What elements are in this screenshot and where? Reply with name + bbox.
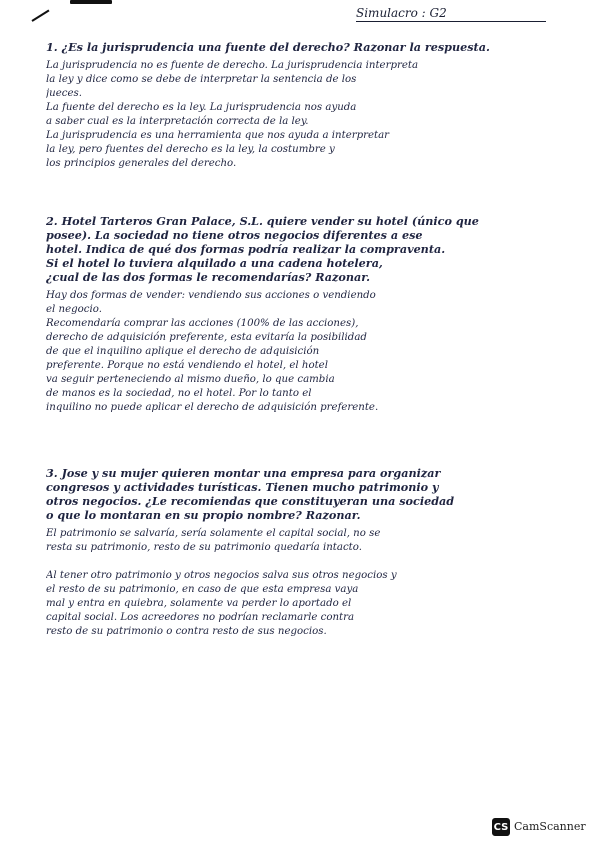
answer-text	[46, 59, 566, 171]
prompt-line: Si el hotel lo tuviera alquilado a una cadena hotelera,	[46, 256, 383, 270]
answer-line: la ley, pero fuentes del derecho es la ley, la costumbre y	[46, 144, 335, 155]
camscanner-brand: CamScanner	[514, 820, 586, 833]
question-prompt	[46, 466, 566, 522]
question-prompt	[46, 214, 566, 284]
answer-line: Al tener otro patrimonio y otros negocios salva sus otros negocios y	[46, 570, 397, 581]
answer-line: derecho de adquisición preferente, esta evitaría la posibilidad	[46, 332, 367, 343]
answer-line	[46, 555, 566, 569]
answer-line: preferente. Porque no está vendiendo el hotel, el hotel	[46, 360, 328, 371]
prompt-line: posee). La sociedad no tiene otros negocios diferentes a ese	[46, 228, 423, 242]
answer-line: Hay dos formas de vender: vendiendo sus acciones o vendiendo	[46, 290, 376, 301]
prompt-line: ¿cual de las dos formas le recomendarías? Razonar.	[46, 270, 370, 284]
question-1	[46, 40, 566, 171]
answer-line: la ley y dice como se debe de interpretar la sentencia de los	[46, 74, 357, 85]
answer-line: El patrimonio se salvaría, sería solamente el capital social, no se	[46, 528, 381, 539]
answer-line: a saber cual es la interpretación correcta de la ley.	[46, 116, 309, 127]
question-prompt	[46, 40, 566, 54]
question-2	[46, 214, 566, 415]
answer-line: el negocio.	[46, 304, 102, 315]
answer-line: resta su patrimonio, resto de su patrimonio quedaría intacto.	[46, 542, 362, 553]
title-underline	[356, 21, 546, 22]
answer-line: de manos es la sociedad, no el hotel. Por lo tanto el	[46, 388, 312, 399]
scan-edge-mark	[70, 0, 112, 4]
answer-line: jueces.	[46, 88, 82, 99]
answer-line: los principios generales del derecho.	[46, 158, 237, 169]
question-3	[46, 466, 566, 639]
prompt-line: 1. ¿Es la jurisprudencia una fuente del derecho? Razonar la respuesta.	[46, 40, 490, 54]
answer-line: resto de su patrimonio o contra resto de sus negocios.	[46, 626, 327, 637]
answer-line: va seguir perteneciendo al mismo dueño, lo que cambia	[46, 374, 335, 385]
camscanner-logo: CS	[492, 818, 510, 836]
answer-text	[46, 527, 566, 639]
answer-line: Recomendaría comprar las acciones (100% de las acciones),	[46, 318, 359, 329]
answer-line: La jurisprudencia es una herramienta que nos ayuda a interpretar	[46, 130, 390, 141]
answer-line: mal y entra en quiebra, solamente va perder lo aportado el	[46, 598, 352, 609]
answer-line: La fuente del derecho es la ley. La jurisprudencia nos ayuda	[46, 102, 357, 113]
pen-stroke	[31, 10, 49, 22]
answer-text	[46, 289, 566, 415]
prompt-line: o que lo montaran en su propio nombre? Razonar.	[46, 508, 361, 522]
prompt-line: hotel. Indica de qué dos formas podría realizar la compraventa.	[46, 242, 446, 256]
prompt-line: otros negocios. ¿Le recomiendas que constituyeran una sociedad	[46, 494, 455, 508]
answer-line: La jurisprudencia no es fuente de derecho. La jurisprudencia interpreta	[46, 60, 419, 71]
prompt-line: 2. Hotel Tarteros Gran Palace, S.L. quiere vender su hotel (único que	[46, 214, 479, 228]
answer-line: inquilino no puede aplicar el derecho de adquisición preferente.	[46, 402, 379, 413]
answer-line: el resto de su patrimonio, en caso de que esta empresa vaya	[46, 584, 359, 595]
prompt-line: congresos y actividades turísticas. Tienen mucho patrimonio y	[46, 480, 439, 494]
page-title: Simulacro : G2	[356, 6, 447, 20]
answer-line: capital social. Los acreedores no podrían reclamarle contra	[46, 612, 355, 623]
prompt-line: 3. Jose y su mujer quieren montar una empresa para organizar	[46, 466, 441, 480]
answer-line: de que el inquilino aplique el derecho de adquisición	[46, 346, 320, 357]
